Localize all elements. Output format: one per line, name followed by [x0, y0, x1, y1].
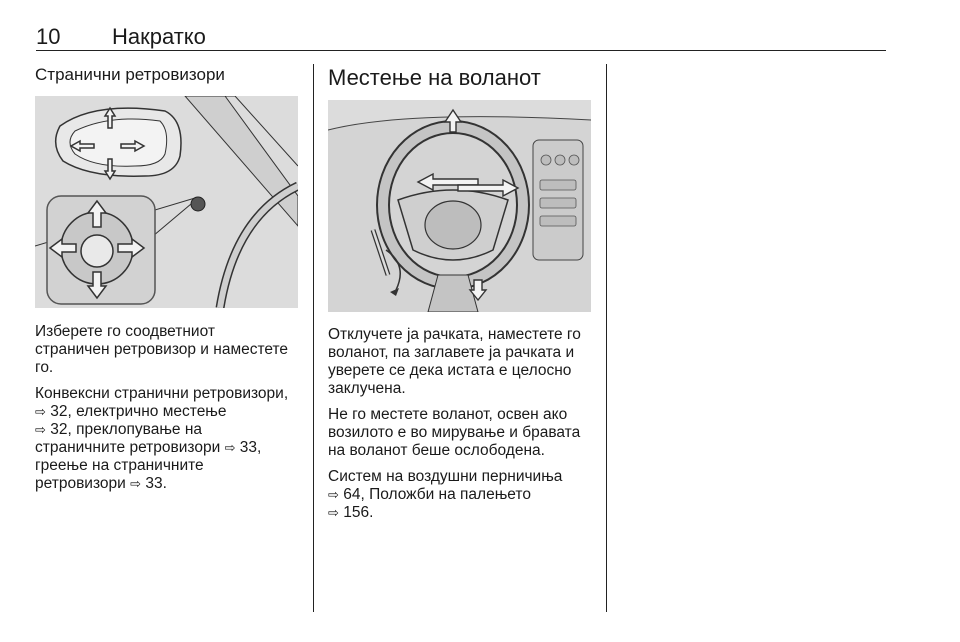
heading-side-mirrors: Странични ретровизори	[35, 65, 225, 84]
reference-arrow-icon: ⇨	[328, 487, 339, 502]
header-rule	[36, 50, 886, 51]
text-line: заклучена.	[328, 380, 406, 397]
reference-paragraph	[328, 468, 593, 522]
warning-paragraph	[328, 406, 593, 460]
mirror-drawing	[35, 96, 298, 308]
instruction-paragraph	[328, 326, 593, 398]
text-line: Отклучете ја рачката, наместете го	[328, 326, 581, 343]
text-line: страничен ретровизор и наместете	[35, 341, 289, 358]
reference-arrow-icon: ⇨	[328, 505, 339, 520]
reference-arrow-icon: ⇨	[35, 422, 46, 437]
reference-arrow-icon: ⇨	[130, 476, 142, 491]
link-ref-64[interactable]: 64, Положби на палењето	[343, 486, 531, 503]
link-ref-32-electric[interactable]: 32, електрично местење	[50, 403, 227, 420]
section-title: Накратко	[112, 24, 206, 49]
reference-paragraph	[35, 385, 303, 493]
text-line: греење на страничните	[35, 457, 204, 474]
text-line: Не го местете воланот, освен ако	[328, 406, 568, 423]
column-mirrors	[35, 64, 303, 501]
mirror-illustration	[35, 96, 298, 308]
heading-steering-adjust: Местење на воланот	[328, 65, 541, 90]
text-line: Конвексни странични ретровизори,	[35, 385, 289, 402]
link-ref-33[interactable]: 33,	[239, 439, 262, 456]
steering-illustration	[328, 100, 591, 312]
steering-drawing	[328, 100, 591, 312]
text-line: го.	[35, 359, 54, 376]
text-line: возилото е во мирување и бравата	[328, 424, 581, 441]
reference-arrow-icon: ⇨	[224, 440, 236, 455]
column-steering	[328, 64, 593, 530]
text-line: страничните ретровизори	[35, 439, 221, 456]
text-line: Изберете го соодветниот	[35, 323, 215, 340]
column-divider	[313, 64, 314, 612]
column-divider	[606, 64, 607, 612]
text-line: уверете се дека истата е целосно	[328, 362, 572, 379]
link-ref-32-folding[interactable]: 32, преклопување на	[50, 421, 203, 438]
text-line: воланот, па заглавете ја рачката и	[328, 344, 575, 361]
reference-arrow-icon: ⇨	[35, 404, 46, 419]
text-line: ретровизори	[35, 475, 126, 492]
link-ref-156[interactable]: 156.	[343, 504, 374, 521]
text-line: Систем на воздушни перничиња	[328, 468, 563, 485]
text-line: на воланот беше ослободена.	[328, 442, 545, 459]
instruction-paragraph	[35, 323, 303, 377]
link-ref-33-heating[interactable]: 33.	[145, 475, 167, 492]
page-number: 10	[36, 24, 61, 49]
